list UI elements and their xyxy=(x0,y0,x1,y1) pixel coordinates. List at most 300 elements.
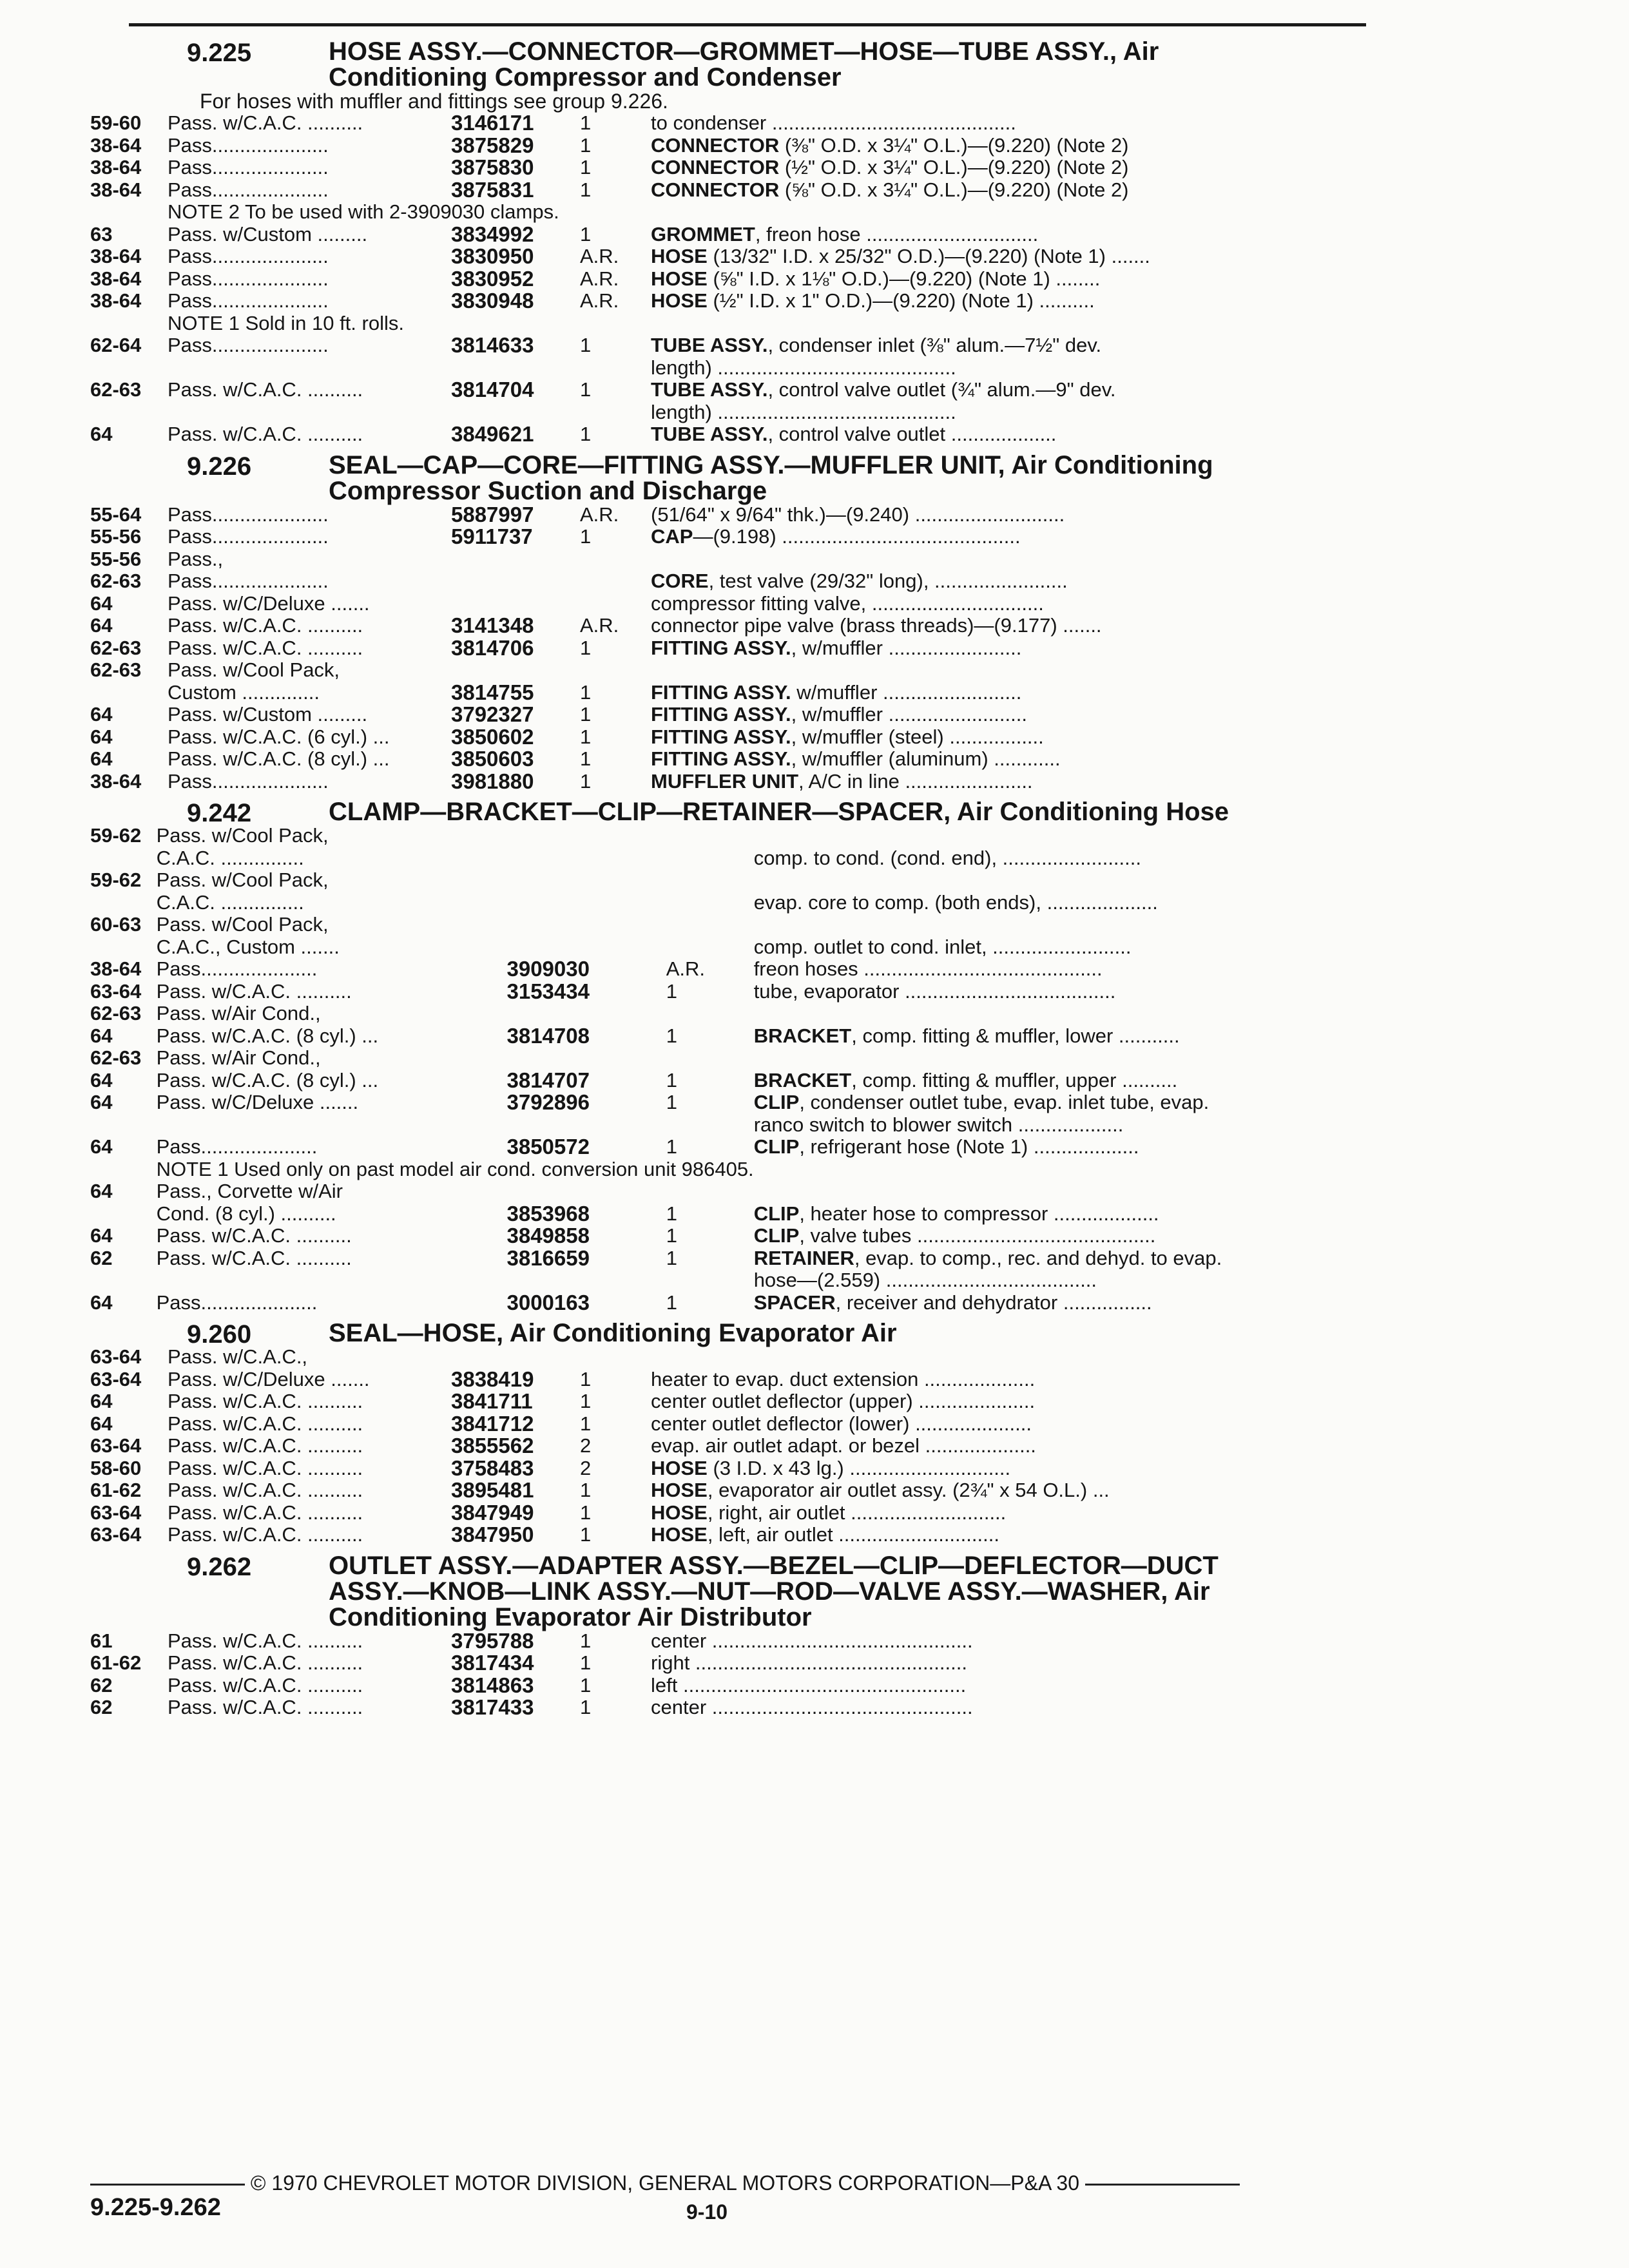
part-detail: , valve tubes ........................................... xyxy=(799,1224,1156,1247)
part-name: HOSE xyxy=(651,1501,708,1524)
part-name: FITTING ASSY. xyxy=(651,680,791,704)
part-detail: , w/muffler ........................ xyxy=(791,636,1022,659)
part-detail: (⅝" O.D. x 3¼" O.L.)—(9.220) (Note 2) xyxy=(779,178,1129,201)
quantity: 1 xyxy=(580,222,592,245)
section-title-line: HOSE ASSY.—CONNECTOR—GROMMET—HOSE—TUBE ASSY., Air xyxy=(329,37,1159,66)
part-name: HOSE xyxy=(651,289,708,312)
model-application: Pass. w/C.A.C. .......... xyxy=(168,1652,363,1674)
model-year: 62 xyxy=(90,1696,113,1718)
quantity xyxy=(666,1003,754,1025)
part-name: HOSE xyxy=(651,1456,708,1479)
quantity: 1 xyxy=(580,1629,592,1652)
table-row xyxy=(90,1070,1360,1092)
part-description xyxy=(651,157,1360,179)
quantity: 1 xyxy=(666,1224,677,1247)
part-number: 3153434 xyxy=(506,979,590,1003)
model-year: 55-56 xyxy=(90,547,142,570)
model-year: 64 xyxy=(90,1180,113,1202)
part-name: HOSE xyxy=(651,267,708,290)
part-number: 3816659 xyxy=(506,1245,590,1270)
part-description xyxy=(651,570,1360,593)
table-row xyxy=(90,224,1360,246)
model-application: Pass..................... xyxy=(168,503,329,526)
table-row xyxy=(90,1114,1360,1137)
part-number xyxy=(451,401,580,424)
section-title xyxy=(200,452,1366,504)
part-detail: , w/muffler (aluminum) ............ xyxy=(791,747,1061,770)
part-number xyxy=(506,847,666,870)
part-detail: tube, evaporator ...................................... xyxy=(753,979,1116,1003)
parts-table xyxy=(90,1630,1360,1719)
model-application: Pass..................... xyxy=(168,134,329,157)
section-title-line: Conditioning Compressor and Condenser xyxy=(329,63,842,91)
section-title xyxy=(200,1320,1366,1346)
part-name: HOSE xyxy=(651,1479,708,1501)
part-name: FITTING ASSY. xyxy=(651,725,791,748)
table-row xyxy=(90,290,1360,312)
model-application: Pass. w/Custom ......... xyxy=(168,704,368,726)
part-name: CONNECTOR xyxy=(651,156,780,178)
part-description xyxy=(651,593,1360,615)
part-number xyxy=(451,659,580,682)
model-year: 38-64 xyxy=(90,178,142,201)
part-number xyxy=(506,825,666,847)
table-row xyxy=(90,659,1360,682)
model-year: 61-62 xyxy=(90,1479,142,1501)
part-number xyxy=(506,936,666,959)
model-year: 62 xyxy=(90,1246,113,1269)
model-year: 64 xyxy=(90,1390,113,1412)
part-detail: , left, air outlet ............................. xyxy=(707,1523,999,1546)
model-application: Pass. w/C/Deluxe ....... xyxy=(168,1368,370,1390)
quantity xyxy=(666,825,754,847)
part-detail: , comp. fitting & muffler, upper .......... xyxy=(851,1068,1178,1091)
section-number: 9.260 xyxy=(187,1320,252,1349)
section-header xyxy=(187,37,1366,91)
part-detail: , condenser outlet tube, evap. inlet tube, evap. xyxy=(799,1091,1210,1113)
part-number: 3875829 xyxy=(451,133,534,157)
part-description xyxy=(754,847,1360,870)
model-application: Pass. w/Cool Pack, xyxy=(156,869,329,891)
part-name: CLIP xyxy=(753,1224,800,1247)
model-year: 61-62 xyxy=(90,1651,142,1674)
table-row xyxy=(90,548,1360,571)
table-row xyxy=(90,1479,1360,1502)
part-description xyxy=(754,1136,1360,1158)
model-year xyxy=(90,201,168,224)
part-detail: hose—(2.559) ...................................... xyxy=(753,1269,1097,1291)
top-rule xyxy=(129,23,1366,26)
model-year: 64 xyxy=(90,1135,113,1158)
table-row xyxy=(90,1047,1360,1070)
part-description xyxy=(651,1630,1360,1653)
quantity: 1 xyxy=(580,156,592,178)
part-number xyxy=(506,1269,666,1292)
table-row xyxy=(90,936,1360,959)
model-year xyxy=(90,357,168,380)
quantity: A.R. xyxy=(666,957,705,980)
section-note: For hoses with muffler and fittings see group 9.226. xyxy=(200,90,668,113)
part-description xyxy=(754,1091,1360,1114)
table-row xyxy=(90,1390,1360,1413)
model-year: 62-63 xyxy=(90,1002,142,1024)
table-row xyxy=(90,1435,1360,1457)
table-row xyxy=(90,1180,1360,1203)
model-year: 59-62 xyxy=(90,869,142,891)
part-number: 3850572 xyxy=(506,1135,590,1158)
model-year: 64 xyxy=(90,423,113,445)
part-description xyxy=(651,357,1360,380)
quantity: 1 xyxy=(580,1651,592,1674)
model-year: 62-63 xyxy=(90,636,142,659)
part-description xyxy=(651,526,1360,548)
part-description xyxy=(651,659,1360,682)
quantity: 1 xyxy=(580,747,592,770)
model-year: 38-64 xyxy=(90,133,142,157)
part-description xyxy=(651,726,1360,749)
model-year: 63-64 xyxy=(90,979,142,1003)
table-row xyxy=(90,892,1360,914)
table-row xyxy=(90,1158,1360,1181)
quantity: 1 xyxy=(580,769,592,793)
part-number: 3841711 xyxy=(451,1389,533,1413)
model-year: 62-64 xyxy=(90,334,142,356)
model-year: 62-63 xyxy=(90,1046,142,1069)
model-year xyxy=(90,847,157,870)
quantity: A.R. xyxy=(580,245,619,267)
model-application: Pass. w/Air Cond., xyxy=(156,1047,321,1069)
table-row xyxy=(90,401,1360,424)
quantity xyxy=(666,1047,754,1070)
part-description xyxy=(651,1346,1360,1369)
part-description xyxy=(754,1269,1360,1292)
quantity xyxy=(580,357,651,380)
model-application: Pass. w/C.A.C. .......... xyxy=(168,615,363,637)
quantity: 1 xyxy=(666,1024,677,1047)
model-application: Pass. w/C.A.C. (6 cyl.) ... xyxy=(168,726,390,748)
part-name: MUFFLER UNIT xyxy=(651,769,799,793)
part-description xyxy=(754,1180,1360,1203)
part-description xyxy=(651,1479,1360,1502)
section-number: 9.262 xyxy=(187,1552,252,1581)
quantity: 2 xyxy=(580,1456,592,1479)
part-description xyxy=(651,1369,1360,1391)
table-row xyxy=(90,1413,1360,1436)
section-title xyxy=(200,39,1366,90)
part-detail: (3 I.D. x 43 lg.) ............................. xyxy=(707,1456,1011,1479)
model-application: Pass. w/C.A.C. .......... xyxy=(168,1524,363,1546)
part-description xyxy=(754,914,1360,936)
part-description xyxy=(651,748,1360,771)
part-description xyxy=(754,869,1360,892)
part-number: 3849858 xyxy=(506,1224,590,1247)
model-year: 63 xyxy=(90,222,113,245)
model-year: 62-63 xyxy=(90,378,142,401)
part-detail: (⅝" I.D. x 1⅛" O.D.)—(9.220) (Note 1) ........ xyxy=(707,267,1101,290)
part-number: 3814706 xyxy=(451,635,534,660)
model-application: Pass. w/C.A.C. .......... xyxy=(168,1674,363,1696)
model-year xyxy=(90,312,168,335)
quantity xyxy=(666,892,754,914)
part-name: CONNECTOR xyxy=(651,178,780,201)
part-description xyxy=(651,704,1360,726)
part-detail: to condenser ............................................ xyxy=(651,111,1016,134)
quantity: 1 xyxy=(580,703,592,726)
part-detail: , comp. fitting & muffler, lower ........... xyxy=(851,1024,1180,1047)
quantity: 1 xyxy=(580,680,592,704)
part-name: CAP xyxy=(651,525,693,548)
part-detail: comp. to cond. (cond. end), ......................... xyxy=(753,846,1141,869)
model-year: 38-64 xyxy=(90,267,142,290)
part-description xyxy=(754,1247,1360,1270)
part-number: 3817434 xyxy=(451,1651,534,1675)
part-detail: , w/muffler ......................... xyxy=(791,703,1027,726)
table-row xyxy=(90,379,1360,401)
part-description xyxy=(754,1003,1360,1025)
model-year: 63-64 xyxy=(90,1367,142,1390)
part-name: CONNECTOR xyxy=(651,133,780,157)
section-title xyxy=(200,799,1366,825)
model-application: Pass. w/C.A.C. (8 cyl.) ... xyxy=(168,748,390,770)
part-description xyxy=(651,179,1360,202)
table-row xyxy=(90,179,1360,202)
part-description xyxy=(651,1502,1360,1524)
part-number: 5887997 xyxy=(451,502,534,526)
model-year: 62-63 xyxy=(90,658,142,681)
model-year: 58-60 xyxy=(90,1456,142,1479)
model-application: Pass..................... xyxy=(168,178,329,201)
part-detail: freon hoses ........................................... xyxy=(753,957,1103,980)
model-application: Pass. w/Cool Pack, xyxy=(156,914,329,936)
model-application: NOTE 1 Sold in 10 ft. rolls. xyxy=(168,311,404,334)
part-description xyxy=(651,771,1360,793)
model-year: 38-64 xyxy=(90,156,142,178)
part-description xyxy=(754,981,1360,1003)
part-detail: w/muffler ......................... xyxy=(791,680,1022,704)
model-application: Pass..................... xyxy=(168,267,329,290)
part-number: 3817433 xyxy=(451,1695,534,1719)
part-description xyxy=(754,1225,1360,1247)
part-description xyxy=(651,401,1360,424)
quantity xyxy=(580,401,651,424)
table-row xyxy=(90,593,1360,615)
model-application: Pass..................... xyxy=(168,290,329,312)
part-description xyxy=(754,936,1360,959)
table-row xyxy=(90,201,1360,224)
quantity xyxy=(580,1346,651,1369)
part-detail: , evap. to comp., rec. and dehyd. to evap. xyxy=(854,1246,1222,1269)
model-application: Pass. w/C.A.C. .......... xyxy=(156,1225,352,1247)
part-name: GROMMET xyxy=(651,222,755,245)
model-application: Pass. w/Air Cond., xyxy=(156,1003,321,1024)
quantity: 1 xyxy=(580,378,592,401)
part-number: 3909030 xyxy=(506,957,590,981)
model-year xyxy=(90,401,168,424)
quantity: A.R. xyxy=(580,289,619,312)
model-year xyxy=(90,1269,157,1292)
table-row xyxy=(90,334,1360,357)
part-name: HOSE xyxy=(651,245,708,267)
part-detail: , control valve outlet ................... xyxy=(767,423,1057,445)
model-year xyxy=(90,682,168,704)
part-number xyxy=(506,1114,666,1137)
part-name: TUBE ASSY. xyxy=(651,334,768,356)
model-year: 63-64 xyxy=(90,1345,142,1368)
quantity xyxy=(580,593,651,615)
section-number: 9.226 xyxy=(187,452,252,481)
model-application: Pass. w/C.A.C. (8 cyl.) ... xyxy=(156,1024,379,1047)
part-number xyxy=(451,548,580,571)
quantity: 1 xyxy=(580,111,592,134)
part-number: 3814707 xyxy=(506,1068,590,1092)
model-application: Pass. w/C.A.C. .......... xyxy=(168,112,363,134)
model-year: 64 xyxy=(90,725,113,748)
part-description xyxy=(651,1413,1360,1436)
part-description xyxy=(651,637,1360,660)
section-title-line: SEAL—CAP—CORE—FITTING ASSY.—MUFFLER UNIT, Air Conditioning xyxy=(329,450,1213,479)
table-row xyxy=(90,357,1360,380)
part-number xyxy=(451,357,580,380)
part-description xyxy=(651,1435,1360,1457)
model-application: Pass. w/Cool Pack, xyxy=(156,825,329,847)
model-application: Cond. (8 cyl.) .......... xyxy=(156,1202,336,1225)
part-detail: heater to evap. duct extension .................... xyxy=(651,1367,1036,1390)
section-header xyxy=(187,1319,1366,1349)
table-row xyxy=(90,1696,1360,1719)
part-detail: , evaporator air outlet assy. (2¾" x 54 O.L.) ... xyxy=(707,1479,1110,1501)
model-application: NOTE 2 To be used with 2-3909030 clamps. xyxy=(168,200,559,223)
quantity: 1 xyxy=(580,1501,592,1524)
table-row xyxy=(90,135,1360,157)
quantity: 1 xyxy=(580,1390,592,1412)
part-description xyxy=(651,1675,1360,1697)
model-application: Pass. w/C.A.C. .......... xyxy=(156,1247,352,1269)
model-year: 64 xyxy=(90,591,113,615)
section-title-line: ASSY.—KNOB—LINK ASSY.—NUT—ROD—VALVE ASSY.—WASHER, Air xyxy=(329,1577,1210,1606)
part-number xyxy=(506,1047,666,1070)
part-description xyxy=(651,201,1360,224)
model-application: Pass..................... xyxy=(168,245,329,267)
model-year: 64 xyxy=(90,747,113,770)
section-title-line: OUTLET ASSY.—ADAPTER ASSY.—BEZEL—CLIP—DEFLECTOR—DUCT xyxy=(329,1551,1219,1580)
quantity xyxy=(666,936,754,959)
quantity: 1 xyxy=(580,423,592,445)
part-description xyxy=(651,334,1360,357)
part-number: 3830950 xyxy=(451,244,534,268)
quantity: 1 xyxy=(580,1523,592,1546)
part-number: 3814863 xyxy=(451,1673,534,1697)
model-year: 64 xyxy=(90,1068,113,1091)
model-year: 55-64 xyxy=(90,503,142,526)
part-name: CLIP xyxy=(753,1091,800,1113)
quantity: 1 xyxy=(580,636,592,659)
table-row xyxy=(90,1136,1360,1158)
part-number xyxy=(506,1003,666,1025)
part-description xyxy=(651,112,1360,135)
part-description xyxy=(651,615,1360,637)
table-row xyxy=(90,726,1360,749)
part-number: 3792327 xyxy=(451,702,534,726)
quantity: 1 xyxy=(666,1246,677,1269)
part-name: CORE xyxy=(651,570,709,592)
section-number: 9.225 xyxy=(187,39,252,67)
quantity: 1 xyxy=(666,979,677,1003)
model-year: 63-64 xyxy=(90,1434,142,1457)
quantity: 1 xyxy=(580,1367,592,1390)
model-application: Pass. w/C/Deluxe ....... xyxy=(168,592,370,615)
part-number: 3847949 xyxy=(451,1500,534,1524)
model-year xyxy=(90,892,157,914)
part-description xyxy=(651,1652,1360,1675)
quantity: 1 xyxy=(580,133,592,157)
quantity xyxy=(580,570,651,593)
model-application: Pass..................... xyxy=(168,770,329,793)
part-number: 3758483 xyxy=(451,1456,534,1480)
quantity xyxy=(666,1269,754,1292)
table-row xyxy=(90,1292,1360,1314)
quantity xyxy=(580,659,651,682)
part-number xyxy=(451,593,580,615)
model-application: Pass. w/Cool Pack, xyxy=(168,659,340,681)
table-row xyxy=(90,847,1360,870)
part-name: SPACER xyxy=(753,1291,836,1314)
part-number: 3855562 xyxy=(451,1434,534,1457)
part-detail: (51/64" x 9/64" thk.)—(9.240) ........................... xyxy=(651,503,1065,526)
footer-group-range: 9.225-9.262 xyxy=(90,2194,221,2221)
part-number: 3895481 xyxy=(451,1478,534,1502)
part-number: 3841712 xyxy=(451,1411,534,1436)
table-row xyxy=(90,1269,1360,1292)
model-year: 64 xyxy=(90,1291,113,1314)
quantity: 1 xyxy=(580,525,592,548)
part-description xyxy=(651,290,1360,312)
model-application xyxy=(157,1114,507,1137)
table-row xyxy=(90,312,1360,335)
part-detail: (13/32" I.D. x 25/32" O.D.)—(9.220) (Note 1) ....... xyxy=(707,245,1150,267)
quantity: 1 xyxy=(580,725,592,748)
section-title-line: SEAL—HOSE, Air Conditioning Evaporator Air xyxy=(329,1319,897,1347)
part-detail: evap. core to comp. (both ends), .................... xyxy=(753,890,1158,914)
part-description xyxy=(651,1457,1360,1480)
part-description xyxy=(754,892,1360,914)
model-year: 60-63 xyxy=(90,913,142,936)
part-detail: (½" O.D. x 3¼" O.L.)—(9.220) (Note 2) xyxy=(779,156,1129,178)
part-description xyxy=(754,1047,1360,1070)
parts-table xyxy=(90,825,1360,1314)
part-description xyxy=(651,268,1360,291)
table-row xyxy=(90,526,1360,548)
part-detail: , A/C in line ....................... xyxy=(798,769,1033,793)
section-title-line: CLAMP—BRACKET—CLIP—RETAINER—SPACER, Air Conditioning Hose xyxy=(329,798,1229,826)
part-description xyxy=(651,504,1360,526)
part-name: CLIP xyxy=(753,1135,800,1158)
part-detail: connector pipe valve (brass threads)—(9.177) ....... xyxy=(651,614,1102,637)
section-title-line: Compressor Suction and Discharge xyxy=(329,476,767,505)
table-row xyxy=(90,748,1360,771)
model-year: 64 xyxy=(90,614,113,637)
part-detail: center ............................................... xyxy=(651,1629,973,1652)
part-number: 3830948 xyxy=(451,289,534,312)
part-detail: , receiver and dehydrator ................ xyxy=(835,1291,1152,1314)
quantity xyxy=(666,1114,754,1137)
model-application: Pass. w/C.A.C. .......... xyxy=(168,379,363,401)
part-name: FITTING ASSY. xyxy=(651,747,791,770)
part-detail: , w/muffler (steel) ................. xyxy=(791,725,1044,748)
model-year: 38-64 xyxy=(90,769,142,793)
table-row xyxy=(90,112,1360,135)
model-application: NOTE 1 Used only on past model air cond. conversion unit 986405. xyxy=(156,1157,754,1180)
quantity xyxy=(666,847,754,870)
